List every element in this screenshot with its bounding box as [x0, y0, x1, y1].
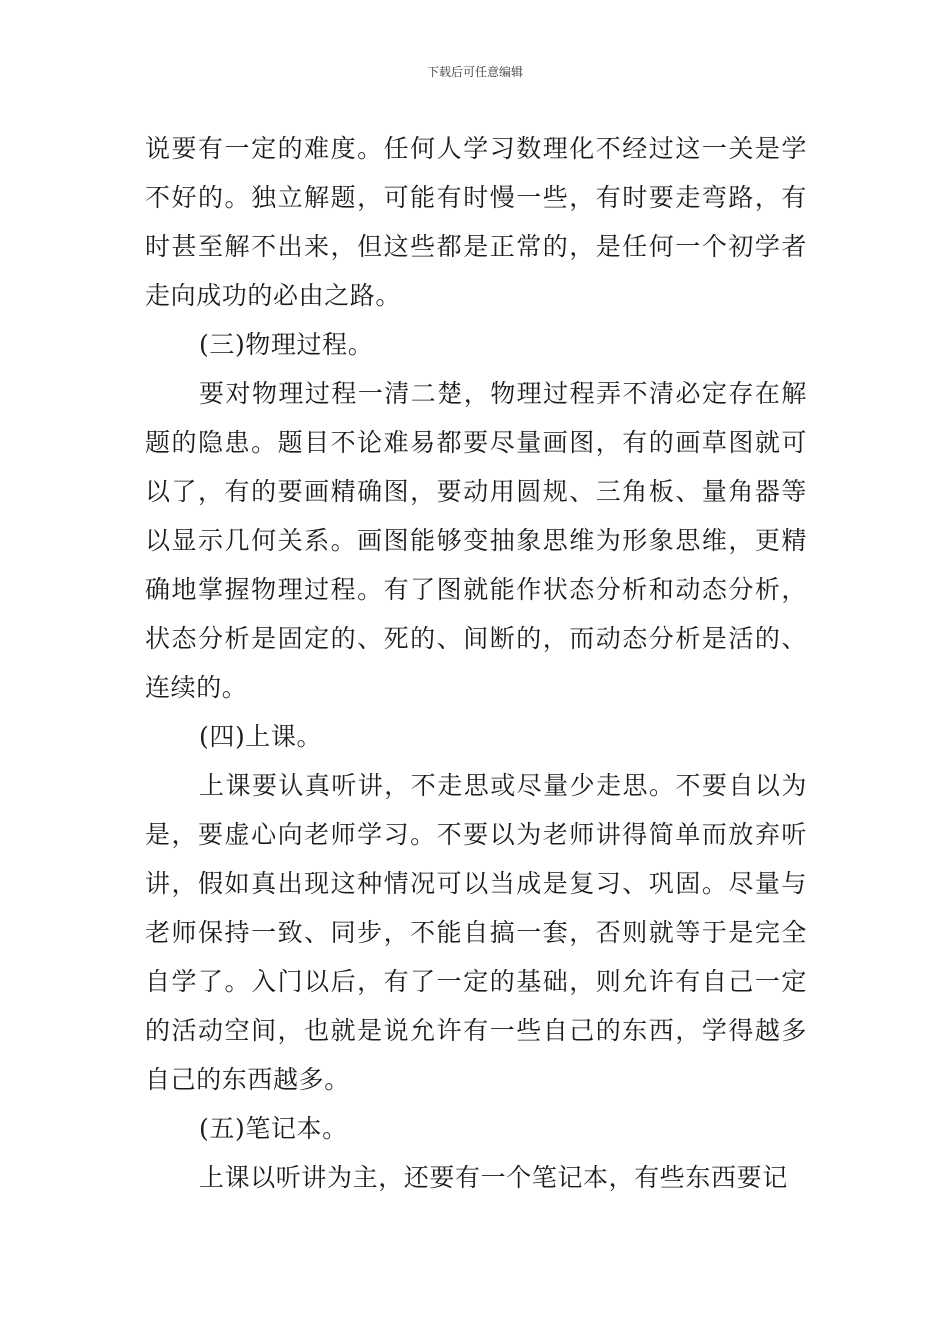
page-header: 下载后可任意编辑: [426, 65, 523, 79]
section-heading-notebook: (五)笔记本。: [199, 1114, 348, 1143]
paragraph-physics-process: 要对物理过程一清二楚，物理过程弄不清必定存在解题的隐患。题目不论难易都要尽量画图，有的画草图就可以了，有的要画精确图，要动用圆规、三角板、量角器等以显示几何关系。画图能够变抽象思维为形象思维，更精确地掌握物理过程。有了图就能作状态分析和动态分析，状态分析是固定的、死的、间断的，而动态分析是活的、连续的。: [145, 379, 807, 702]
paragraph-class: 上课要认真听讲，不走思或尽量少走思。不要自以为是，要虚心向老师学习。不要以为老师讲得简单而放弃听讲，假如真出现这种情况可以当成是复习、巩固。尽量与老师保持一致、同步，不能自搞一套，否则就等于是完全自学了。入门以后，有了一定的基础，则允许有自己一定的活动空间，也就是说允许有一些自己的东西，学得越多自己的东西越多。: [145, 771, 807, 1094]
section-heading-class: (四)上课。: [199, 722, 323, 751]
section-heading-physics-process: (三)物理过程。: [199, 330, 374, 359]
paragraph-continuation: 说要有一定的难度。任何人学习数理化不经过这一关是学不好的。独立解题，可能有时慢一些，有时要走弯路，有时甚至解不出来，但这些都是正常的，是任何一个初学者走向成功的必由之路。: [145, 134, 807, 310]
paragraph-notebook: 上课以听讲为主，还要有一个笔记本，有些东西要记: [199, 1163, 788, 1192]
document-body: [145, 124, 807, 1202]
